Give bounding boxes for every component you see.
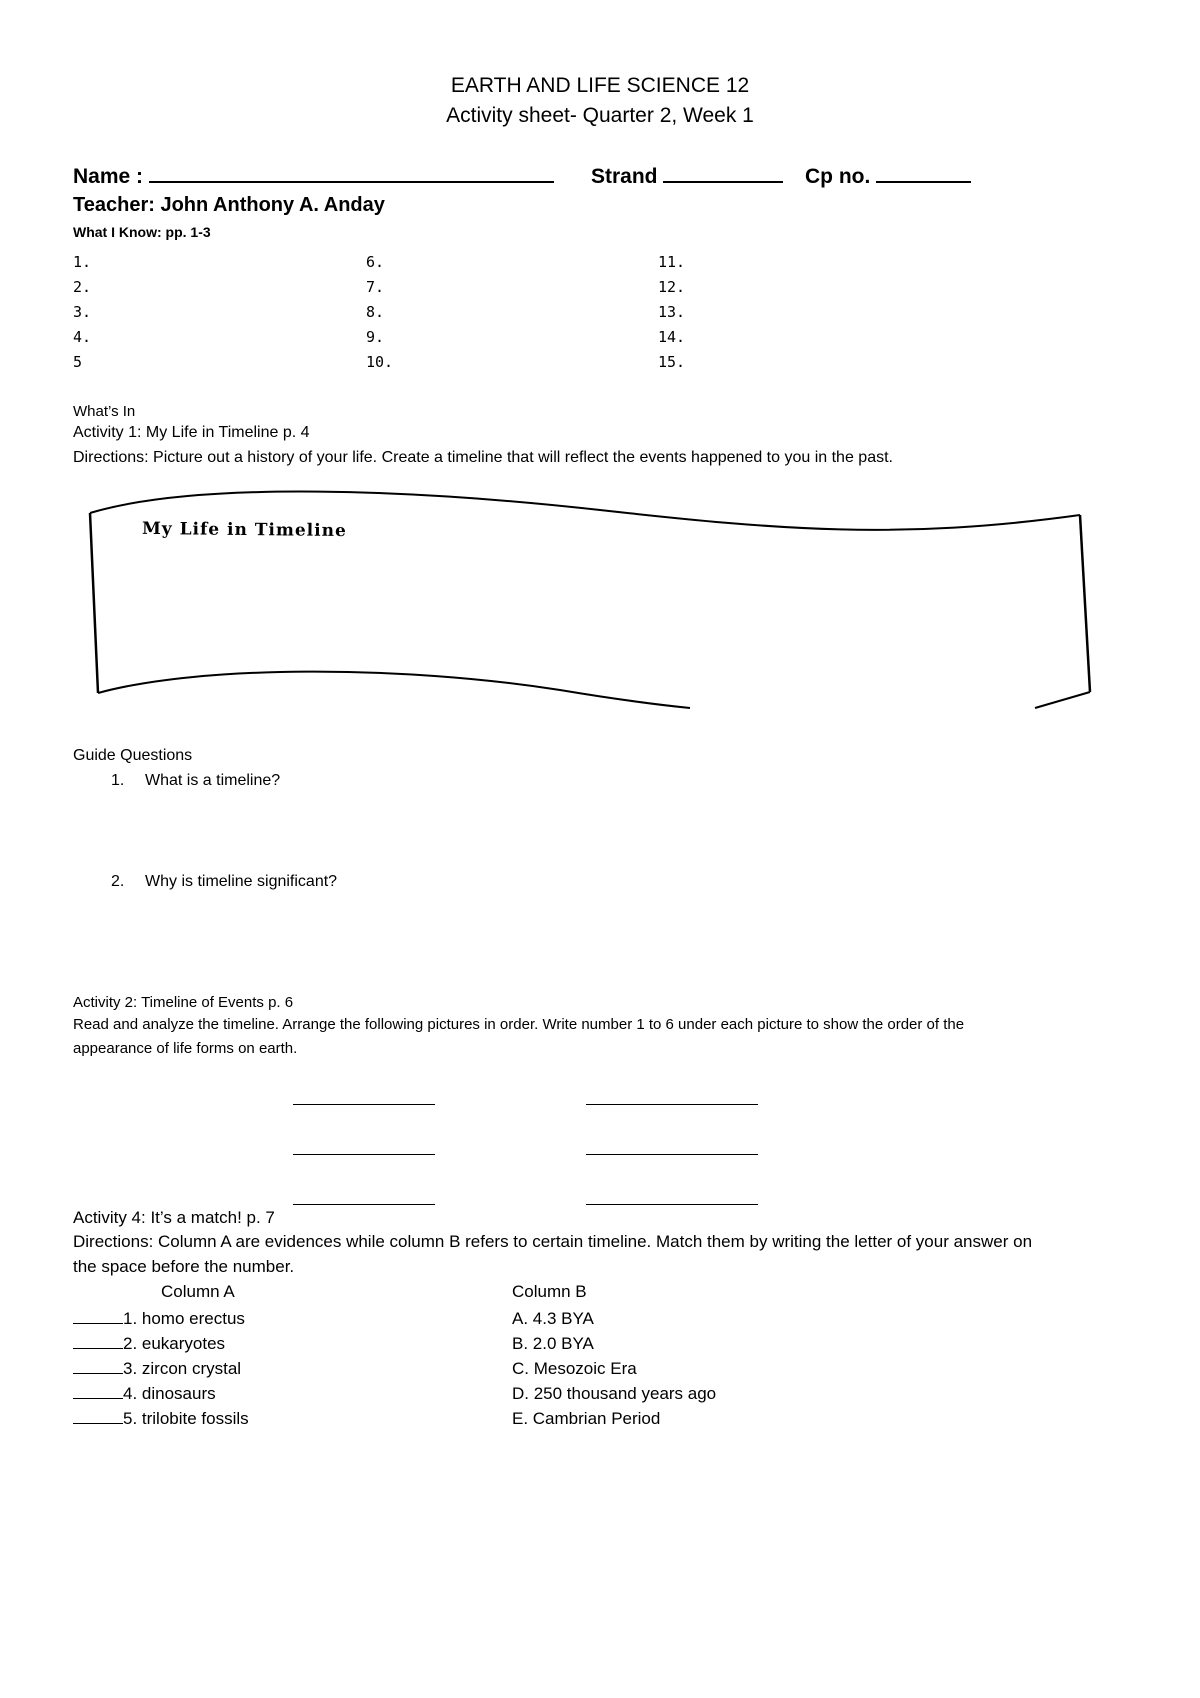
activity2-title: Activity 2: Timeline of Events p. 6: [73, 994, 294, 1011]
column-a-list: [73, 1306, 249, 1431]
activity4-directions-line2: the space before the number.: [73, 1257, 295, 1276]
question-1-number: 1.: [111, 772, 125, 789]
match-option: C. Mesozoic Era: [512, 1359, 637, 1378]
document-subtitle: Activity sheet- Quarter 2, Week 1: [446, 104, 754, 127]
match-item: 1. homo erectus: [73, 1306, 249, 1331]
scroll-bottom-edge: [98, 672, 690, 708]
guide-questions-heading: Guide Questions: [73, 747, 193, 764]
banner-title: My Life in Timeline: [141, 518, 347, 542]
activity4-title: Activity 4: It’s a match! p. 7: [73, 1208, 275, 1227]
scroll-right-edge: [1080, 515, 1090, 692]
cp-field[interactable]: [805, 163, 971, 189]
order-blank[interactable]: [293, 1154, 435, 1155]
activity1-directions: Directions: Picture out a history of your life. Create a timeline that will reflect the events happened to you in the past.: [73, 449, 893, 466]
strand-blank[interactable]: [663, 163, 783, 183]
activity4-directions-line1: Directions: Column A are evidences while column B refers to certain timeline. Match them by writing the letter of your answer on: [73, 1232, 1033, 1251]
order-blank[interactable]: [293, 1104, 435, 1105]
name-field[interactable]: [73, 163, 554, 189]
cp-label: Cp no.: [805, 165, 871, 188]
question-2-number: 2.: [111, 873, 125, 890]
what-i-know-heading: What I Know: pp. 1-3: [73, 224, 211, 240]
match-answer-blank[interactable]: [73, 1382, 123, 1399]
answer-item[interactable]: 4.: [73, 328, 92, 346]
order-blank[interactable]: [586, 1204, 758, 1205]
answer-item[interactable]: 7.: [366, 278, 385, 296]
answer-item[interactable]: 3.: [73, 303, 92, 321]
answer-column-3: [658, 250, 685, 375]
match-item: 4. dinosaurs: [73, 1381, 249, 1406]
name-blank[interactable]: [149, 163, 554, 183]
answer-item[interactable]: 8.: [366, 303, 385, 321]
column-b-header: Column B: [512, 1282, 587, 1301]
name-label: Name :: [73, 165, 144, 188]
match-item: 3. zircon crystal: [73, 1356, 249, 1381]
scroll-bottom-right-edge: [1035, 692, 1090, 708]
column-b-list: [512, 1306, 716, 1431]
strand-label: Strand: [591, 165, 658, 188]
scroll-left-edge: [90, 513, 98, 693]
activity2-directions-line1: Read and analyze the timeline. Arrange the following pictures in order. Write number 1 to 6 under each picture to show the order of the: [73, 1016, 965, 1033]
question-2: Why is timeline significant?: [145, 873, 338, 890]
timeline-scroll-banner[interactable]: [0, 480, 1200, 720]
document-title: EARTH AND LIFE SCIENCE 12: [450, 74, 750, 97]
match-item: 2. eukaryotes: [73, 1331, 249, 1356]
answer-item[interactable]: 14.: [658, 328, 686, 346]
match-option: A. 4.3 BYA: [512, 1309, 594, 1328]
answer-item[interactable]: 13.: [658, 303, 686, 321]
match-option: D. 250 thousand years ago: [512, 1384, 717, 1403]
answer-item[interactable]: 12.: [658, 278, 686, 296]
answer-item[interactable]: 10.: [366, 353, 394, 371]
match-answer-blank[interactable]: [73, 1407, 123, 1424]
column-a-header: Column A: [161, 1282, 235, 1301]
match-answer-blank[interactable]: [73, 1332, 123, 1349]
answer-item[interactable]: 6.: [366, 253, 385, 271]
teacher-name: Teacher: John Anthony A. Anday: [73, 194, 385, 216]
match-option: E. Cambrian Period: [512, 1409, 661, 1428]
whats-in-heading: What’s In: [73, 403, 136, 420]
activity2-directions-line2: appearance of life forms on earth.: [73, 1040, 298, 1057]
answer-item[interactable]: 11.: [658, 253, 686, 271]
match-answer-blank[interactable]: [73, 1307, 123, 1324]
activity1-title: Activity 1: My Life in Timeline p. 4: [73, 424, 310, 441]
match-option: B. 2.0 BYA: [512, 1334, 594, 1353]
order-blank[interactable]: [586, 1104, 758, 1105]
answer-item[interactable]: 9.: [366, 328, 385, 346]
cp-blank[interactable]: [876, 163, 971, 183]
match-item: 5. trilobite fossils: [73, 1406, 249, 1431]
order-blank[interactable]: [293, 1204, 435, 1205]
match-answer-blank[interactable]: [73, 1357, 123, 1374]
answer-item[interactable]: 2.: [73, 278, 92, 296]
answer-column-1: [73, 250, 91, 375]
answer-item[interactable]: 1.: [73, 253, 92, 271]
question-1: What is a timeline?: [145, 772, 281, 789]
answer-column-2: [366, 250, 393, 375]
order-blank[interactable]: [586, 1154, 758, 1155]
answer-item[interactable]: 5: [73, 353, 83, 371]
answer-item[interactable]: 15.: [658, 353, 686, 371]
strand-field[interactable]: [591, 163, 783, 189]
